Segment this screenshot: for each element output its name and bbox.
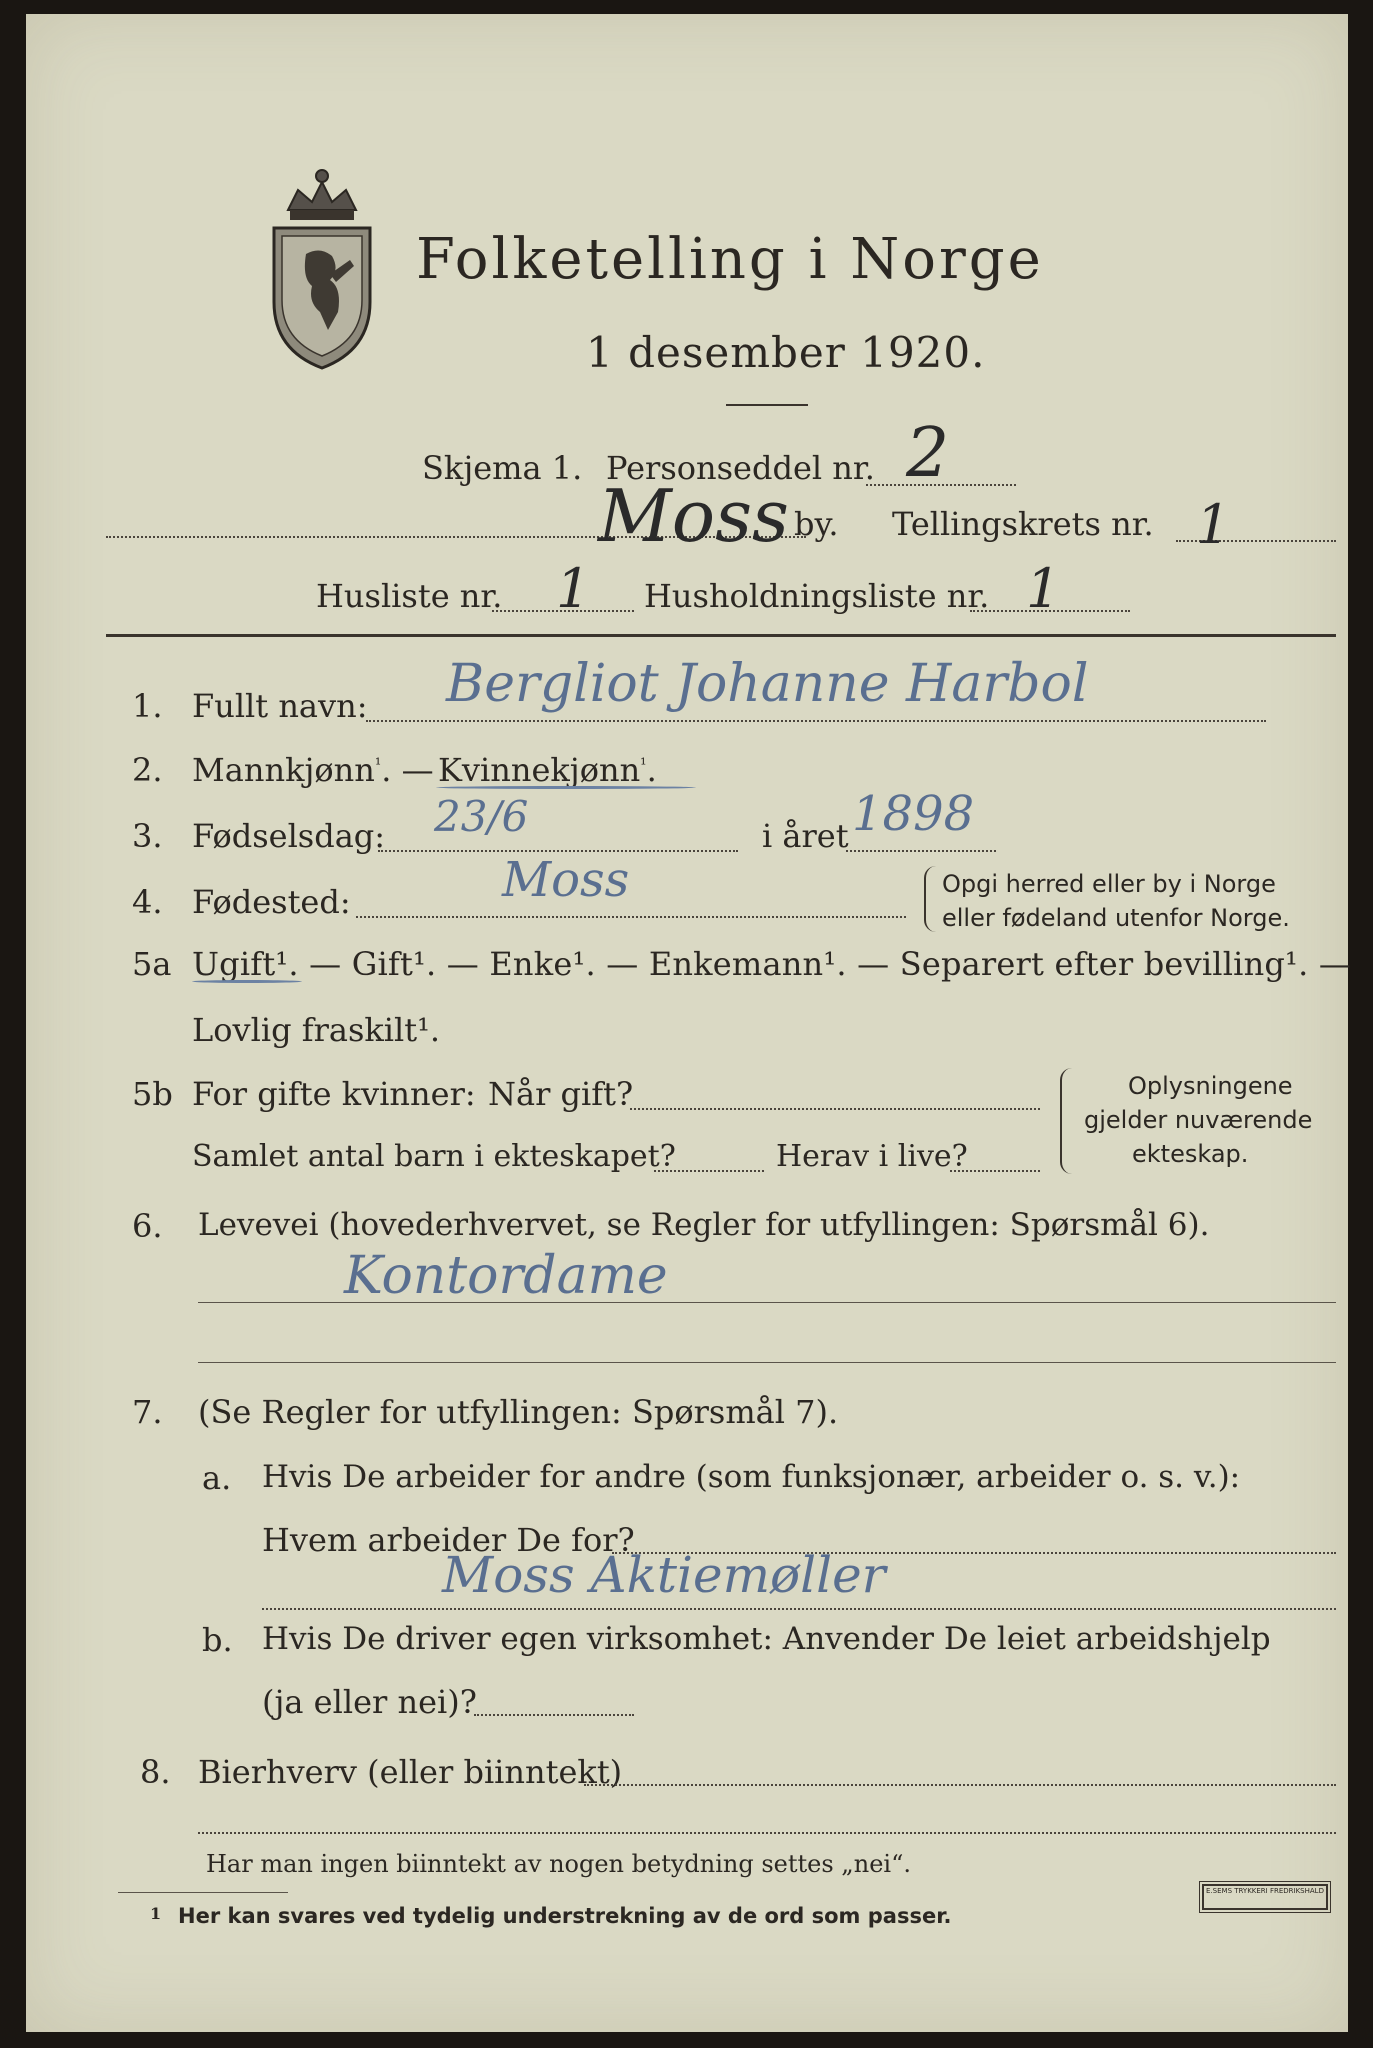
q1-number: 1. xyxy=(132,687,163,725)
income-note: Har man ingen biinntekt av nogen betydning settes „nei“. xyxy=(206,1850,911,1878)
census-date: 1 desember 1920. xyxy=(586,328,986,377)
q2-male: Mannkjønn$^{^1}$. — xyxy=(192,751,434,789)
q6-number: 6. xyxy=(132,1207,163,1245)
q5b-label: For gifte kvinner: xyxy=(192,1075,476,1113)
printer-stamp-text: E.SEMS TRYKKERI FREDRIKSHALD xyxy=(1206,1887,1324,1895)
q4-line xyxy=(356,916,906,918)
q3-value: 23/6 xyxy=(434,792,529,841)
q3-label: Fødselsdag: xyxy=(192,817,386,855)
q3-year-line xyxy=(846,850,996,852)
q6-value: Kontordame xyxy=(344,1246,668,1306)
header-divider xyxy=(726,404,808,406)
q7a-letter: a. xyxy=(202,1459,232,1497)
section-divider xyxy=(106,634,1336,637)
q5a-number: 5a xyxy=(132,945,172,983)
q5b-note-3: ekteskap. xyxy=(1132,1140,1249,1168)
q4-value: Moss xyxy=(502,852,630,908)
q5a-ugift-underline xyxy=(192,980,302,983)
census-form xyxy=(26,14,1352,2032)
by-label: by. xyxy=(794,505,839,543)
q1-label: Fullt navn: xyxy=(192,687,368,725)
skjema-label: Skjema 1. xyxy=(422,449,583,487)
q3-year-label: i året xyxy=(762,817,849,855)
q5b-number: 5b xyxy=(132,1075,173,1113)
q5a-options: Ugift¹. — Gift¹. — Enke¹. — Enkemann¹. — Separert efter bevilling¹. — xyxy=(192,945,1352,983)
husholdning-label: Husholdningsliste nr. xyxy=(644,577,990,615)
q5b-live-line xyxy=(950,1170,1040,1172)
q5b-live: Herav i live? xyxy=(776,1139,968,1174)
q5b-barn-line xyxy=(654,1170,764,1172)
q1-value: Bergliot Johanne Harbol xyxy=(446,654,1089,714)
q2-number: 2. xyxy=(132,751,163,789)
personseddel-value: 2 xyxy=(906,414,950,493)
q7-label: (Se Regler for utfyllingen: Spørsmål 7). xyxy=(198,1393,839,1431)
q6-line-2 xyxy=(198,1362,1336,1363)
q8-number: 8. xyxy=(140,1753,171,1791)
q1-line xyxy=(366,720,1266,722)
q7a-text: Hvis De arbeider for andre (som funksjonær, arbeider o. s. v.): xyxy=(262,1459,1241,1495)
husliste-label: Husliste nr. xyxy=(316,577,503,615)
q5b-naar-line xyxy=(630,1108,1040,1110)
tellingskrets-value: 1 xyxy=(1196,493,1231,556)
q4-label: Fødested: xyxy=(192,883,351,921)
q7a-question: Hvem arbeider De for? xyxy=(262,1521,635,1559)
printer-stamp xyxy=(1202,1884,1328,1910)
city-value: Moss xyxy=(598,474,789,558)
footnote-divider xyxy=(118,1892,288,1893)
q4-bracket xyxy=(924,866,936,932)
q7a-value: Moss Aktiemøller xyxy=(442,1546,886,1604)
q5b-barn: Samlet antal barn i ekteskapet? xyxy=(192,1139,676,1174)
q4-note-1: Opgi herred eller by i Norge xyxy=(942,870,1276,898)
q3-year-value: 1898 xyxy=(852,786,975,842)
q5b-note-1: Oplysningene xyxy=(1128,1072,1293,1100)
q7b-question: (ja eller nei)? xyxy=(262,1683,477,1721)
q7b-text: Hvis De driver egen virksomhet: Anvender De leiet arbeidshjelp xyxy=(262,1621,1271,1657)
q6-label: Levevei (hovederhvervet, se Regler for utfyllingen: Spørsmål 6). xyxy=(198,1207,1210,1243)
q8-line-1 xyxy=(584,1784,1336,1786)
personseddel-label: Personseddel nr. xyxy=(606,449,875,487)
q6-line-1 xyxy=(198,1302,1336,1303)
q5a-ugift: Ugift xyxy=(192,945,276,983)
q7b-letter: b. xyxy=(202,1621,233,1659)
coat-of-arms-icon xyxy=(268,162,376,372)
q5a-line2: Lovlig fraskilt¹. xyxy=(192,1011,441,1049)
q5b-bracket xyxy=(1060,1068,1072,1174)
q2-female: Kvinnekjønn$^{^1}$. xyxy=(438,751,657,789)
q8-label: Bierhverv (eller biinntekt) xyxy=(198,1753,623,1791)
form-title: Folketelling i Norge xyxy=(416,227,1044,292)
q7a-line-2 xyxy=(262,1608,1336,1610)
q4-note-2: eller fødeland utenfor Norge. xyxy=(942,904,1290,932)
q4-number: 4. xyxy=(132,883,163,921)
footnote-number: 1 xyxy=(150,1904,162,1923)
q3-number: 3. xyxy=(132,817,163,855)
q2-female-underline xyxy=(436,786,696,789)
q7b-line xyxy=(474,1714,634,1716)
q5b-note-2: gjelder nuværende xyxy=(1084,1106,1313,1134)
husliste-value: 1 xyxy=(556,557,591,620)
q7-number: 7. xyxy=(132,1393,163,1431)
husholdning-value: 1 xyxy=(1026,557,1061,620)
footnote-text: Her kan svares ved tydelig understrekning av de ord som passer. xyxy=(178,1904,952,1928)
q5b-naar: Når gift? xyxy=(488,1075,634,1113)
tellingskrets-label: Tellingskrets nr. xyxy=(892,505,1154,543)
q8-line-2 xyxy=(198,1832,1336,1834)
